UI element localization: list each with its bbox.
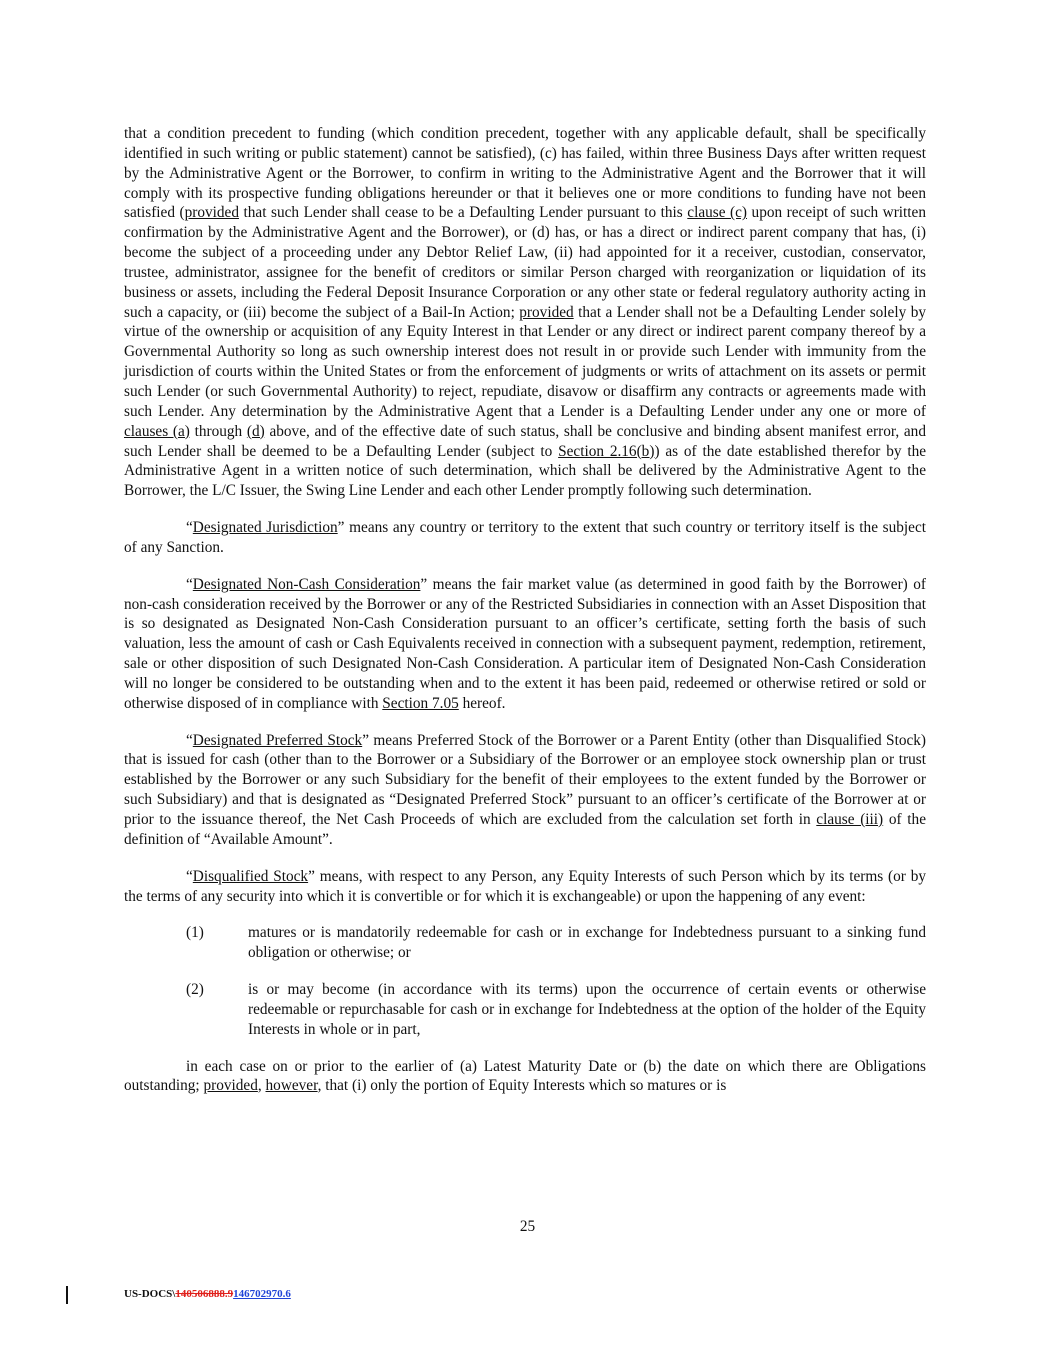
defined-term: Designated Non-Cash Consideration bbox=[192, 575, 421, 593]
quote-mark: “ bbox=[186, 519, 193, 537]
text-run: ) as of the date established therefor by the Administrative Agent in a written notice of such determination, which shall be delivered by the Administrative Agent to the Borrower, the L/C Issuer, the Swing Line Lender and each other Lender promptly following such determination. bbox=[124, 442, 927, 500]
quote-mark: “ bbox=[186, 867, 193, 885]
definition-text: ” means, with respect to any Person, any Equity Interests of such Person which by its terms (or by the terms of any security into which it is convertible or for which it is exchangeable) or upon the happening of any event: bbox=[124, 867, 926, 905]
list-item-text: matures or is mandatorily redeemable for cash or in exchange for Indebtedness pursuant to a sinking fund obligation or otherwise; or bbox=[248, 924, 926, 962]
text-run: that such Lender shall cease to be a Defaulting Lender pursuant to this bbox=[239, 204, 688, 222]
definition-text: hereof. bbox=[458, 694, 506, 712]
text-run: , that (i) only the portion of Equity Interests which so matures or is bbox=[317, 1077, 727, 1095]
definition-text: ” means the fair market value (as determined in good faith by the Borrower) of non-cash consideration received by the Borrower or any of the Restricted Subsidiaries in connection with an Asset Disposition that is so designated as Designated Non-Cash Consideration pursuant to an officer’s certificate, setting forth the basis of such valuation, less the amount of cash or Cash Equivalents received in connection with a subsequent payment, redemption, retirement, sale or other disposition of such Designated Non-Cash Consideration. A particular item of Designated Non-Cash Consideration will no longer be considered to be outstanding when and to the extent it has been paid, redeemed or otherwise retired or sold or otherwise disposed of in compliance with bbox=[124, 575, 926, 712]
list-item-number: (2) bbox=[186, 981, 204, 999]
defined-term: Designated Preferred Stock bbox=[192, 731, 363, 749]
list-item-number: (1) bbox=[186, 924, 204, 942]
cross-reference: clause (iii) bbox=[816, 811, 884, 828]
list-item-text: is or may become (in accordance with its terms) upon the occurrence of certain events or otherwise redeemable or repurchasable for cash or in exchange for Indebtedness at the option of the holder of the Equity Interests in whole or in part, bbox=[248, 981, 926, 1038]
definition-text: of the definition of “Available Amount”. bbox=[124, 811, 926, 848]
quote-mark: “ bbox=[186, 575, 193, 593]
definition-text: ” means Preferred Stock of the Borrower or a Parent Entity (other than Disqualified Stock) that is issued for cash (other than to the Borrower or a Subsidiary of the Borrower or an employee stock ownership plan or trust established by the Borrower or any such Subsidiary for the benefit of their employees to the extent funded by the Borrower or such Subsidiary) and that is designated as “Designated Preferred Stock” pursuant to an officer’s certificate of the Borrower at or prior to the issuance thereof, the Net Cash Proceeds of which are excluded from the calculation set forth in bbox=[124, 731, 926, 828]
underlined-term: provided bbox=[519, 303, 574, 321]
list-item bbox=[124, 923, 926, 963]
document-body bbox=[124, 124, 926, 1113]
defined-term: Disqualified Stock bbox=[192, 867, 309, 885]
definition-text: ” means any country or territory to the extent that such country or territory itself is the subject of any Sanction. bbox=[124, 519, 926, 556]
cross-reference: clauses (a) bbox=[124, 422, 190, 440]
text-run: through bbox=[189, 422, 247, 440]
text-run: upon receipt of such written confirmation by the Administrative Agent and the Borrower), or (d) has, or has a direct or indirect parent company that has, (i) become the subject of a proceeding under any Debtor Relief Law, (ii) had appointed for it a receiver, custodian, conservator, trustee, administrator, assignee for the benefit of creditors or similar Person charged with reorganization or liquidation of its business or assets, including the Federal Deposit Insurance Corporation or any other state or federal regulatory authority acting in such a capacity, or (iii) become the subject of a Bail-In Action; bbox=[124, 204, 926, 321]
deleted-doc-number: 140506888.9 bbox=[175, 1288, 234, 1300]
definition-designated-jurisdiction bbox=[124, 518, 926, 558]
change-bar bbox=[66, 1286, 68, 1304]
underlined-term: however bbox=[265, 1077, 318, 1095]
text-run: that a condition precedent to funding (which condition precedent, together with any applicable default, shall be specifically identified in such writing or public statement) cannot be satisfied), (c) has failed, within three Business Days after written request by the Administrative Agent or the Borrower, to confirm in writing to the Administrative Agent and the Borrower that it will comply with its prospective funding obligations hereunder or that it believes one or more conditions to funding have not been satisfied ( bbox=[124, 125, 926, 222]
cross-reference: (d) bbox=[246, 422, 265, 440]
page-number: 25 bbox=[519, 1218, 536, 1235]
cross-reference: Section 7.05 bbox=[382, 694, 459, 712]
definition-designated-non-cash-consideration bbox=[124, 575, 926, 714]
text-run: above, and of the effective date of such status, shall be conclusive and binding absent manifest error, and such Lender shall be deemed to be a Defaulting Lender (subject to bbox=[124, 422, 926, 460]
definition-designated-preferred-stock bbox=[124, 731, 926, 850]
footer-prefix: US-DOCS\ bbox=[124, 1288, 176, 1300]
quote-mark: “ bbox=[186, 731, 193, 749]
paragraph-in-each-case bbox=[124, 1057, 926, 1097]
underlined-term: provided bbox=[203, 1077, 258, 1095]
document-id-footer bbox=[124, 1288, 291, 1300]
text-run: , bbox=[257, 1077, 266, 1095]
definition-disqualified-stock bbox=[124, 867, 926, 907]
underlined-term: provided bbox=[184, 204, 239, 222]
text-run: in each case on or prior to the earlier of (a) Latest Maturity Date or (b) the date on which there are Obligations outstanding; bbox=[124, 1057, 926, 1095]
inserted-doc-number: 146702970.6 bbox=[233, 1288, 291, 1300]
cross-reference: Section 2.16(b) bbox=[558, 442, 655, 460]
list-item bbox=[124, 980, 926, 1040]
paragraph-defaulting-lender-continued bbox=[124, 124, 926, 501]
defined-term: Designated Jurisdiction bbox=[192, 519, 338, 537]
cross-reference: clause (c) bbox=[687, 204, 748, 222]
text-run: that a Lender shall not be a Defaulting Lender solely by virtue of the ownership or acquisition of any Equity Interest in that Lender or any direct or indirect parent company thereof by a Governmental Authority so long as such ownership interest does not result in or provide such Lender with immunity from the jurisdiction of courts within the United States or from the enforcement of judgments or writs of attachment on its assets or permit such Lender (or such Governmental Authority) to reject, repudiate, disavow or disaffirm any contracts or agreements made with such Lender. Any determination by the Administrative Agent that a Lender is a Defaulting Lender under any one or more of bbox=[124, 303, 926, 420]
